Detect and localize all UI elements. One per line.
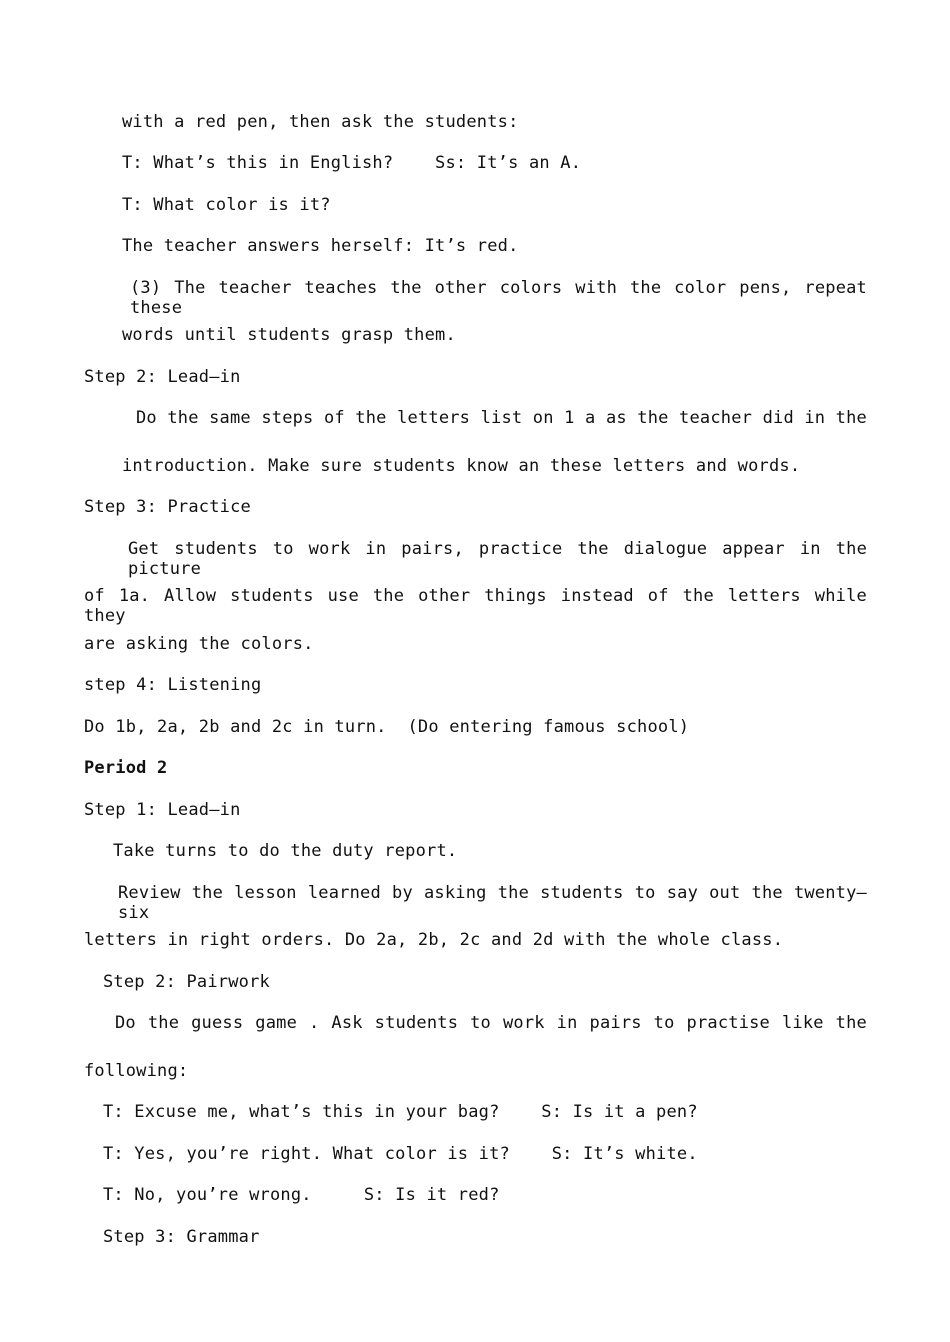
- text-line: of 1a. Allow students use the other things instead of the letters while they: [84, 586, 867, 626]
- text-line: T: What color is it?: [122, 195, 331, 215]
- text-line: The teacher answers herself: It’s red.: [122, 236, 519, 256]
- text-line: Take turns to do the duty report.: [113, 841, 458, 861]
- text-line: letters in right orders. Do 2a, 2b, 2c and 2d with the whole class.: [84, 930, 784, 950]
- text-line: are asking the colors.: [84, 634, 314, 654]
- text-line: Do the guess game . Ask students to work in pairs to practise like the: [115, 1013, 867, 1033]
- step-heading: Step 3: Grammar: [103, 1227, 260, 1247]
- text-line: (3) The teacher teaches the other colors with the color pens, repeat these: [130, 278, 867, 318]
- step-heading: Step 3: Practice: [84, 497, 251, 517]
- dialogue-line: T: Yes, you’re right. What color is it? S: It’s white.: [103, 1144, 698, 1164]
- step-heading: Step 2: Pairwork: [103, 972, 270, 992]
- text-line: words until students grasp them.: [122, 325, 456, 345]
- text-line: Get students to work in pairs, practice the dialogue appear in the picture: [128, 539, 867, 579]
- step-heading: step 4: Listening: [84, 675, 262, 695]
- text-line: with a red pen, then ask the students:: [122, 112, 519, 132]
- text-line: following:: [84, 1061, 189, 1081]
- text-line: T: What’s this in English? Ss: It’s an A.: [122, 153, 582, 173]
- step-heading: Step 1: Lead—in: [84, 800, 241, 820]
- step-heading: Step 2: Lead—in: [84, 367, 241, 387]
- text-line: introduction. Make sure students know an these letters and words.: [122, 456, 801, 476]
- text-line: Review the lesson learned by asking the students to say out the twenty—six: [118, 883, 867, 923]
- dialogue-line: T: No, you’re wrong. S: Is it red?: [103, 1185, 500, 1205]
- text-line: Do 1b, 2a, 2b and 2c in turn. (Do entering famous school): [84, 717, 690, 737]
- text-line: Do the same steps of the letters list on 1 a as the teacher did in the: [136, 408, 867, 428]
- period-heading: Period 2: [84, 758, 168, 778]
- dialogue-line: T: Excuse me, what’s this in your bag? S: Is it a pen?: [103, 1102, 698, 1122]
